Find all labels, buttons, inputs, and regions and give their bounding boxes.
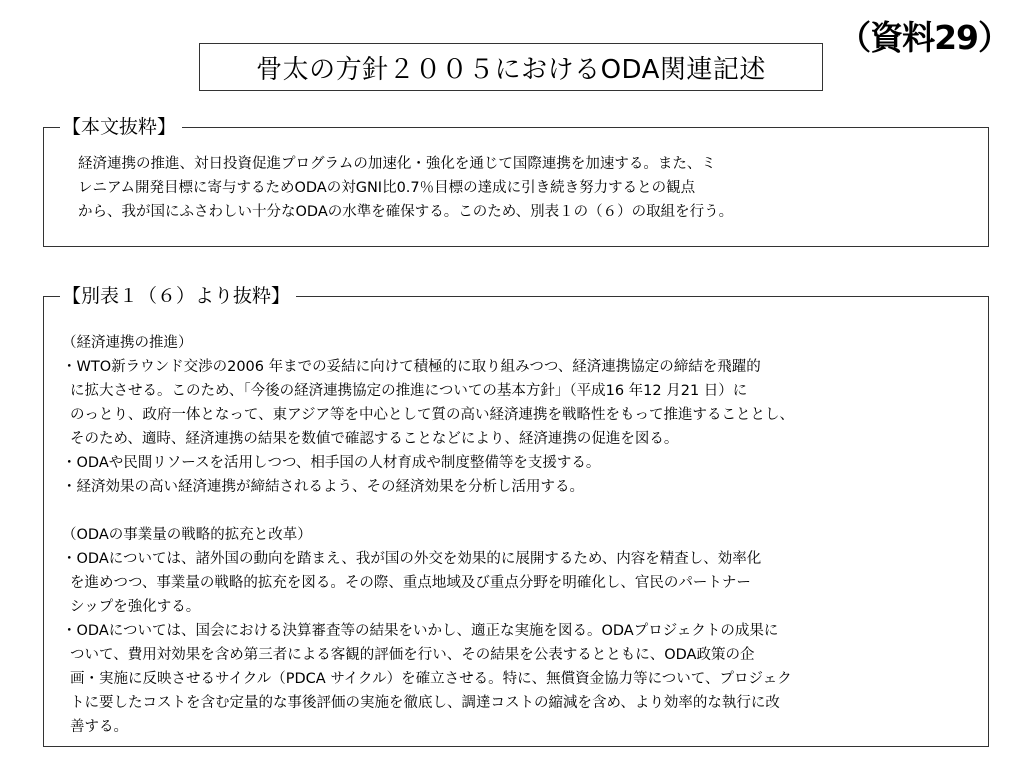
bullet-line: ・WTO新ラウンド交渉の2006 年までの妥結に向けて積極的に取り組みつつ、経済連携協定の締結を飛躍的 <box>62 359 761 375</box>
bullet-line: ・経済効果の高い経済連携が締結されるよう、その経済効果を分析し活用する。 <box>62 479 584 495</box>
bullet-line: トに要したコストを含む定量的な事後評価の実施を徹底し、調達コストの縮減を含め、より効率的な執行に改 <box>70 695 780 711</box>
appendix-excerpt-body <box>62 331 982 739</box>
group-title-oda-expansion: （ODAの事業量の戦略的拡充と改革） <box>62 527 312 543</box>
bullet-line: 画・実施に反映させるサイクル（PDCA サイクル）を確立させる。特に、無償資金協力等について、プロジェク <box>70 671 792 687</box>
document-number-label: （資料29） <box>838 18 1010 57</box>
excerpt-line: レニアム開発目標に寄与するためODAの対GNI比0.7％目標の達成に引き続き努力するとの観点 <box>78 180 696 196</box>
bullet-line: ついて、費用対効果を含め第三者による客観的評価を行い、その結果を公表するとともに、ODA政策の企 <box>70 647 755 663</box>
page-title-text: 骨太の方針２００５におけるODA関連記述 <box>256 54 766 85</box>
bullet-line: シップを強化する。 <box>70 599 201 615</box>
main-text-excerpt-section <box>43 116 989 247</box>
group-title-economic-partnership: （経済連携の推進） <box>62 335 193 351</box>
bullet-line: 善する。 <box>70 719 128 735</box>
bullet-item <box>62 547 982 619</box>
page-title <box>199 43 823 91</box>
excerpt-line: 経済連携の推進、対日投資促進プログラムの加速化・強化を通じて国際連携を加速する。また、ミ <box>78 156 716 172</box>
bullet-item <box>62 475 982 499</box>
bullet-line: そのため、適時、経済連携の結果を数値で確認することなどにより、経済連携の促進を図る。 <box>70 431 679 447</box>
bullet-item <box>62 355 982 451</box>
appendix-excerpt-section <box>43 285 989 747</box>
bullet-line: のっとり、政府一体となって、東アジア等を中心として質の高い経済連携を戦略性をもって推進することとし、 <box>70 407 794 423</box>
group-spacer <box>62 499 982 523</box>
bullet-item <box>62 619 982 739</box>
excerpt-line: から、我が国にふさわしい十分なODAの水準を確保する。このため、別表１の（６）の取組を行う。 <box>78 204 734 220</box>
bullet-line: ・ODAについては、諸外国の動向を踏まえ、我が国の外交を効果的に展開するため、内容を精査し、効率化 <box>62 551 762 567</box>
bullet-item <box>62 451 982 475</box>
bullet-line: ・ODAや民間リソースを活用しつつ、相手国の人材育成や制度整備等を支援する。 <box>62 455 601 471</box>
appendix-excerpt-heading: 【別表１（６）より抜粋】 <box>60 281 296 311</box>
bullet-line: に拡大させる。このため、「今後の経済連携協定の推進についての基本方針」（平成16 年12 月21 日）に <box>70 383 748 399</box>
bullet-line: を進めつつ、事業量の戦略的拡充を図る。その際、重点地域及び重点分野を明確化し、官民のパートナー <box>70 575 751 591</box>
bullet-line: ・ODAについては、国会における決算審査等の結果をいかし、適正な実施を図る。ODAプロジェクトの成果に <box>62 623 779 639</box>
main-text-excerpt-body <box>78 152 958 224</box>
main-text-excerpt-heading: 【本文抜粋】 <box>60 112 182 142</box>
